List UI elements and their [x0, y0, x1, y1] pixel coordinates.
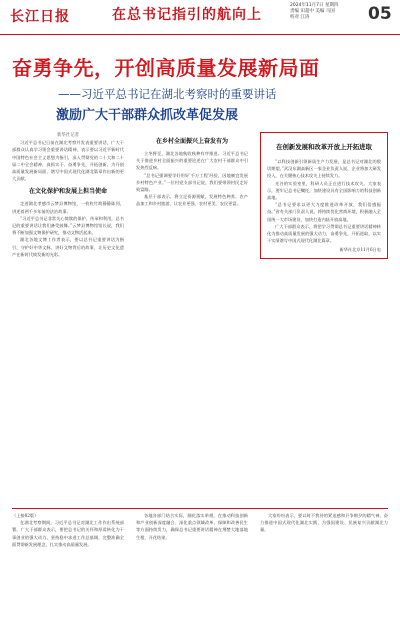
body-paragraph: 基层干部表示，将立足资源禀赋，发展特色种养、农产品加工和乡村旅游，让农业更强、农村更美、农民更富。	[136, 194, 248, 207]
issue-editors: 责编 田超中 美编 马国	[290, 9, 335, 14]
dateline-end: 新华社北京11月6日电	[339, 247, 381, 253]
boxed-section	[260, 132, 388, 259]
body-paragraph: 大家纷纷表示，要以时不我待的紧迫感和只争朝夕的精气神，奋力推进中国式现代化湖北实践，为强国建设、民族复兴贡献湖北力量。	[260, 513, 388, 533]
body-paragraph: “习近平总书记非常关心简牍的保护、传承和利用，总书记的重要讲话让我们备受鼓舞。”云梦县博物馆馆长说，我们将不断加强文物保护研究，推动文物活起来。	[12, 215, 124, 236]
issue-date: 2024年11月7日 星期四	[290, 3, 339, 8]
body-paragraph: “以科技创新引领新质生产力发展，是总书记对湖北的殷切期望。”武汉东湖高新区一家企业负责人说，企业将加大研发投入，在关键核心技术攻关上持续发力。	[267, 159, 381, 179]
subheadline-2: 激励广大干部群众抓改革促发展	[56, 108, 239, 123]
body-paragraph: 走进湖北孝感市云梦县博物馆，一枚枚竹简静静陈列，讲述着两千多年前的法治故事。	[12, 201, 124, 214]
headline-block	[0, 44, 400, 126]
body-paragraph: 在湖北考察期间，习近平总书记对湖北工作作出系统部署。广大干部群众表示，要把总书记的关怀和厚爱转化为干事创业的强大动力，坚持稳中求进工作总基调，完整准确全面贯彻新发展理念，扎实推动高质量发展。	[12, 520, 124, 547]
byline: 新华社记者	[57, 133, 79, 138]
continued-note: （上接02版）	[12, 513, 39, 518]
bottom-column-2	[136, 512, 248, 541]
section-banner: 在总书记指引的航向上	[112, 7, 262, 23]
bottom-column-1	[12, 512, 124, 548]
body-paragraph: 湖北各地文博工作者表示，要以总书记重要讲话为指引，守护好中华文脉，讲好文物背后的故事，让历史文化遗产在新时代焕发新的光彩。	[12, 237, 124, 257]
section-heading-innovation: 在创新发展和改革开放上开拓进取	[276, 143, 372, 151]
masthead	[0, 0, 400, 35]
body-paragraph: “总书记要求以更大力度推进改革开放，我们倍感振奋。”省有关部门负责人说，将持续优化营商环境，积极融入全国统一大市场建设，加快打造内陆开放高地。	[267, 202, 381, 222]
bottom-column-3	[260, 512, 388, 534]
section-heading-rural: 在乡村全面振兴上奋发有为	[155, 138, 228, 145]
body-paragraph: “总书记强调要学好用好‘千万工程’经验，因地制宜发展乡村特色产业。”一位村党支部书记说，我们要带领村民走好致富路。	[136, 172, 248, 193]
body-paragraph: 立冬将至，湖北各地秋收秋种有序推进。习近平总书记关于推进乡村全面振兴的重要论述在广大农村干部群众中引发热烈反响。	[136, 151, 248, 171]
issue-proofreader: 校对 江涛	[290, 15, 310, 20]
main-headline: 奋勇争先，开创高质量发展新局面	[12, 56, 320, 80]
article-column-3	[260, 132, 388, 259]
body-paragraph: 广大干部群众表示，将把学习贯彻总书记重要讲话精神转化为推动高质量发展的强大动力，奋勇争先，开拓进取，以实干实绩谱写中国式现代化湖北篇章。	[267, 223, 381, 244]
lead-paragraph: 习近平总书记日前在湖北考察并发表重要讲话，广大干部群众认真学习领会重要讲话精神，表示要以习近平新时代中国特色社会主义思想为指引，深入贯彻党的二十大和二十届二中全会精神，真抓实干、奋勇争先，开拓创新，为开创高质量发展新局面、谱写中国式现代化湖北篇章作出新的更大贡献。	[12, 140, 124, 182]
section-heading-culture: 在文化保护和发展上担当使命	[28, 188, 107, 196]
body-paragraph: 各地各部门结合实际，细化落实举措，在推动科技创新和产业创新深度融合、深化重点领域改革、保障和改善民生等方面持续发力，确保总书记重要讲话精神在荆楚大地落地生根、开花结果。	[136, 513, 248, 540]
subheadline-1: ——习近平总书记在湖北考察时的重要讲话	[58, 87, 277, 101]
issue-meta	[290, 3, 370, 21]
page-number: 05	[368, 4, 392, 24]
newspaper-brand: 长江日报	[10, 9, 70, 25]
body-paragraph: 光谷的实验室里，科研人员正在进行技术攻关。大家表示，要牢记总书记嘱托，加快建设具有全国影响力的科技创新高地。	[267, 180, 381, 201]
article-column-1	[12, 132, 124, 258]
section-divider	[12, 508, 388, 509]
article-column-2	[136, 132, 248, 208]
